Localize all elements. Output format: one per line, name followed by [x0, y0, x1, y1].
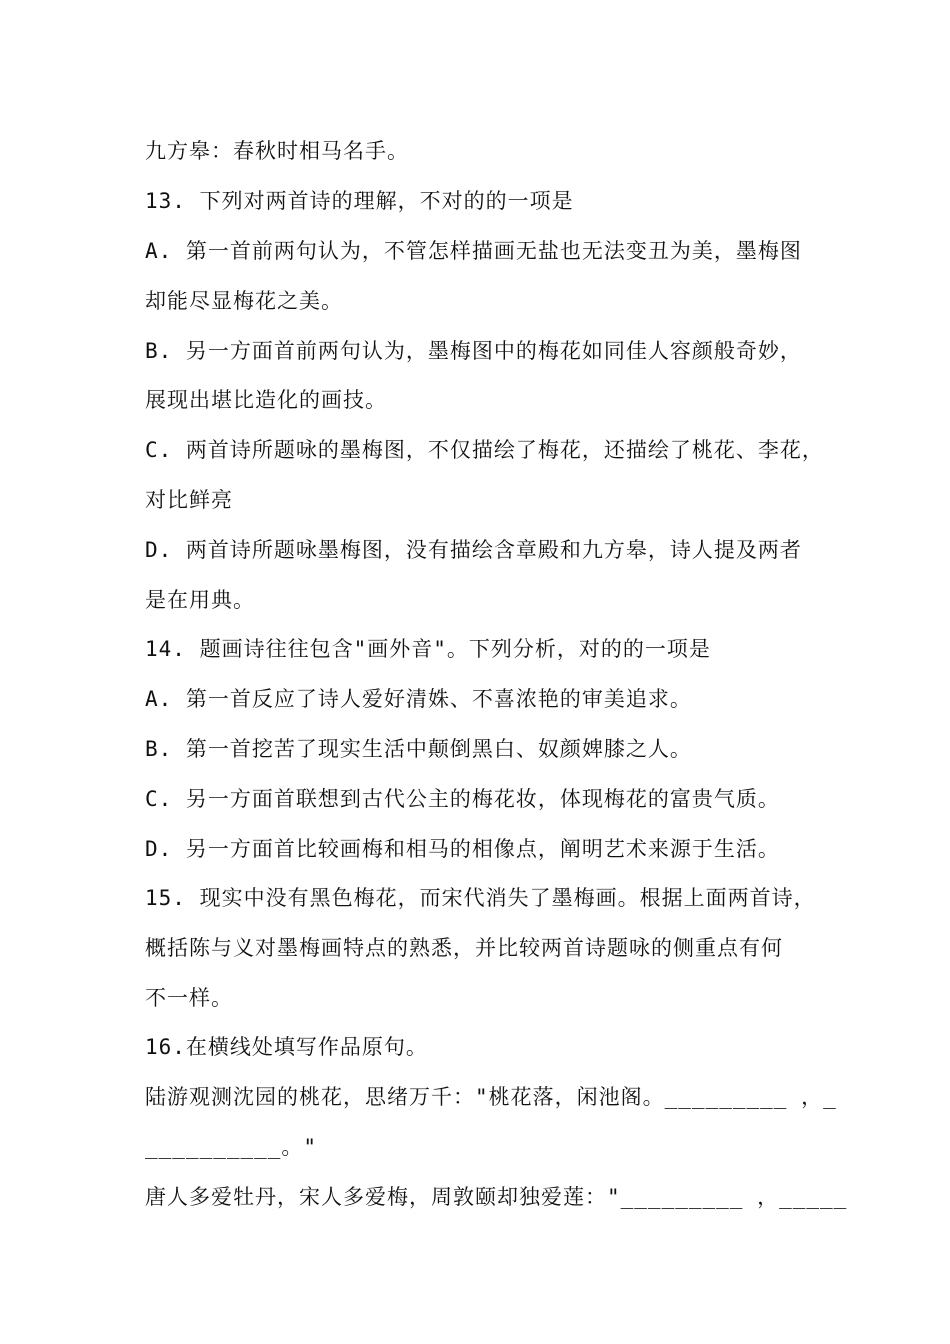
fill-blank-line: __________。" [145, 1135, 318, 1159]
text-line: 不一样。 [145, 986, 233, 1010]
question-16: 16.在横线处填写作品原句。 [145, 1035, 428, 1059]
question-13: 13. 下列对两首诗的理解，不对的的一项是 [145, 189, 574, 213]
option-a: A. 第一首前两句认为，不管怎样描画无盐也无法变丑为美，墨梅图 [145, 239, 802, 263]
fill-blank-line: 唐人多爱牡丹，宋人多爱梅，周敦颐却独爱莲："_________ ，_____ [145, 1185, 848, 1209]
option-b: B. 第一首挖苦了现实生活中颠倒黑白、奴颜婢膝之人。 [145, 737, 692, 761]
text-line: 九方皋：春秋时相马名手。 [145, 139, 409, 163]
option-d: D. 另一方面首比较画梅和相马的相像点，阐明艺术来源于生活。 [145, 837, 780, 861]
option-a: A. 第一首反应了诗人爱好清姝、不喜浓艳的审美追求。 [145, 687, 692, 711]
fill-blank-line: 陆游观测沈园的桃花，思绪万千："桃花落，闲池阁。_________ ，_ [145, 1085, 837, 1109]
question-15: 15. 现实中没有黑色梅花，而宋代消失了墨梅画。根据上面两首诗， [145, 886, 816, 910]
option-c: C. 另一方面首联想到古代公主的梅花妆，体现梅花的富贵气质。 [145, 787, 780, 811]
option-d: D. 两首诗所题咏墨梅图，没有描绘含章殿和九方皋，诗人提及两者 [145, 538, 802, 562]
text-line: 概括陈与义对墨梅画特点的熟悉，并比较两首诗题咏的侧重点有何 [145, 936, 783, 960]
text-line: 却能尽显梅花之美。 [145, 289, 343, 313]
option-b: B. 另一方面首前两句认为，墨梅图中的梅花如同佳人容颜般奇妙， [145, 339, 802, 363]
text-line: 展现出堪比造化的画技。 [145, 388, 387, 412]
question-14: 14. 题画诗往往包含"画外音"。下列分析，对的的一项是 [145, 637, 711, 661]
text-line: 对比鲜亮 [145, 488, 233, 512]
option-c: C. 两首诗所题咏的墨梅图，不仅描绘了梅花，还描绘了桃花、李花， [145, 438, 824, 462]
text-line: 是在用典。 [145, 588, 255, 612]
